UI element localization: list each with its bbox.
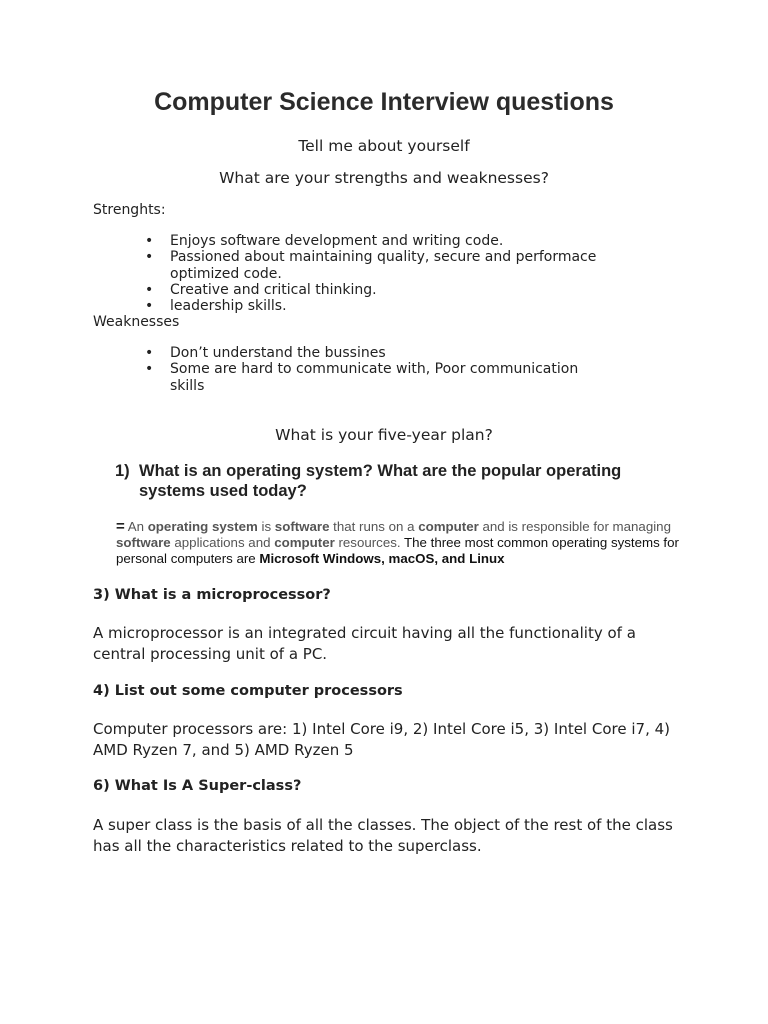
- bullet-icon: •: [145, 298, 154, 315]
- question-strengths-weaknesses: What are your strengths and weaknesses?: [219, 169, 549, 187]
- weaknesses-label: Weaknesses: [93, 314, 180, 330]
- question-text: What is an operating system? What are the popular operating systems used today?: [139, 462, 622, 500]
- question-super-class: 6) What Is A Super-class?: [93, 778, 302, 794]
- question-operating-system: [115, 462, 675, 501]
- list-item: • leadership skills.: [145, 298, 287, 315]
- answer-super-class: A super class is the basis of all the classes. The object of the rest of the class has all the characteristics related to the superclass.: [93, 816, 673, 855]
- list-item: • Creative and critical thinking.: [145, 281, 377, 298]
- question-tell-me-about-yourself: Tell me about yourself: [298, 137, 470, 155]
- weaknesses-list: [145, 345, 640, 394]
- question-five-year-plan: What is your five-year plan?: [275, 426, 493, 444]
- strengths-label: Strenghts:: [93, 202, 166, 218]
- answer-computer-processors: Computer processors are: 1) Intel Core i9, 2) Intel Core i5, 3) Intel Core i7, 4) AMD Ryzen 7, and 5) AMD Ryzen 5: [93, 720, 670, 759]
- strengths-list: [145, 233, 640, 314]
- bullet-icon: •: [145, 361, 154, 378]
- list-item: • Some are hard to communicate with, Poor communication skills: [145, 361, 579, 394]
- question-computer-processors: 4) List out some computer processors: [93, 683, 403, 699]
- question-number: 1): [115, 462, 130, 480]
- bullet-icon: •: [145, 281, 154, 298]
- list-item: • Don’t understand the bussines: [145, 345, 386, 361]
- answer-microprocessor: A microprocessor is an integrated circuit having all the functionality of a central processing unit of a PC.: [93, 624, 636, 663]
- bullet-icon: •: [145, 233, 154, 249]
- list-item: • Enjoys software development and writing code.: [145, 233, 504, 249]
- list-item: • Passioned about maintaining quality, secure and performace optimized code.: [145, 249, 597, 282]
- bullet-icon: •: [145, 345, 154, 361]
- question-microprocessor: 3) What is a microprocessor?: [93, 587, 331, 603]
- document-title: Computer Science Interview questions: [154, 88, 614, 116]
- bullet-icon: •: [145, 249, 154, 266]
- answer-operating-system: = An operating system is software that runs on a computer and is responsible for managing software applications and computer resources. The three most common operating systems for personal computers are Microsoft Windows, macOS, and Linux: [116, 518, 679, 566]
